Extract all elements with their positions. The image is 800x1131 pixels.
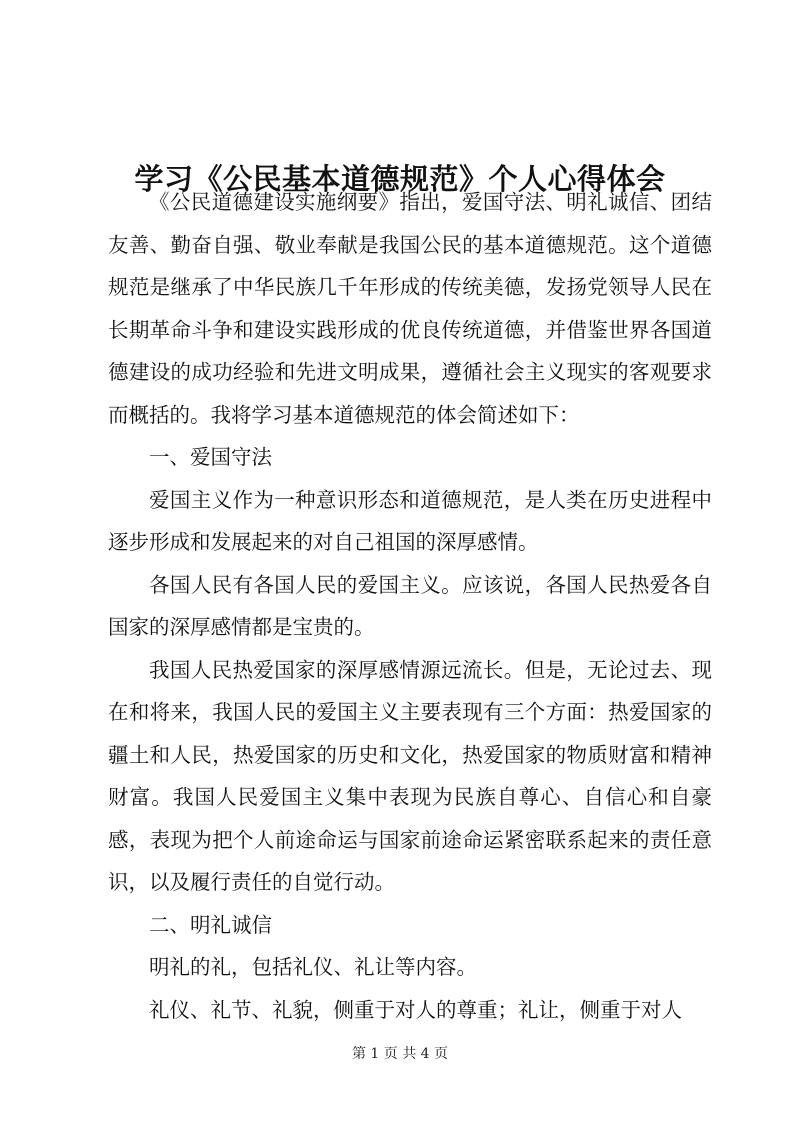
paragraph: 我国人民热爱国家的深厚感情源远流长。但是，无论过去、现在和将来，我国人民的爱国主义主要表现有三个方面：热爱国家的疆土和人民，热爱国家的历史和文化，热爱国家的物质财富和精神财富。我国人民爱国主义集中表现为民族自尊心、自信心和自豪感，表现为把个人前途命运与国家前途命运紧密联系起来的责任意识，以及履行责任的自觉行动。 bbox=[108, 657, 712, 894]
section-heading: 一、爱国守法 bbox=[149, 445, 272, 469]
document-title: 学习《公民基本道德规范》个人心得体会 bbox=[134, 162, 666, 197]
paragraph: 各国人民有各国人民的爱国主义。应该说，各国人民热爱各自国家的深厚感情都是宝贵的。 bbox=[108, 572, 712, 639]
document-body bbox=[108, 181, 712, 1031]
paragraph: 礼仪、礼节、礼貌，侧重于对人的尊重；礼让，侧重于对人 bbox=[149, 997, 682, 1022]
page-number-footer: 第 1 页 共 4 页 bbox=[351, 1046, 449, 1062]
paragraph: 《公民道德建设实施纲要》指出，爱国守法、明礼诚信、团结友善、勤奋自强、敬业奉献是我国公民的基本道德规范。这个道德规范是继承了中华民族几千年形成的传统美德，发扬党领导人民在长期革命斗争和建设实践形成的优良传统道德，并借鉴世界各国道德建设的成功经验和先进文明成果，遵循社会主义现实的客观要求而概括的。我将学习基本道德规范的体会简述如下： bbox=[108, 190, 712, 427]
section-heading: 二、明礼诚信 bbox=[149, 912, 272, 937]
paragraph: 明礼的礼，包括礼仪、礼让等内容。 bbox=[149, 955, 477, 979]
paragraph: 爱国主义作为一种意识形态和道德规范，是人类在历史进程中逐步形成和发展起来的对自己祖国的深厚感情。 bbox=[108, 487, 712, 554]
